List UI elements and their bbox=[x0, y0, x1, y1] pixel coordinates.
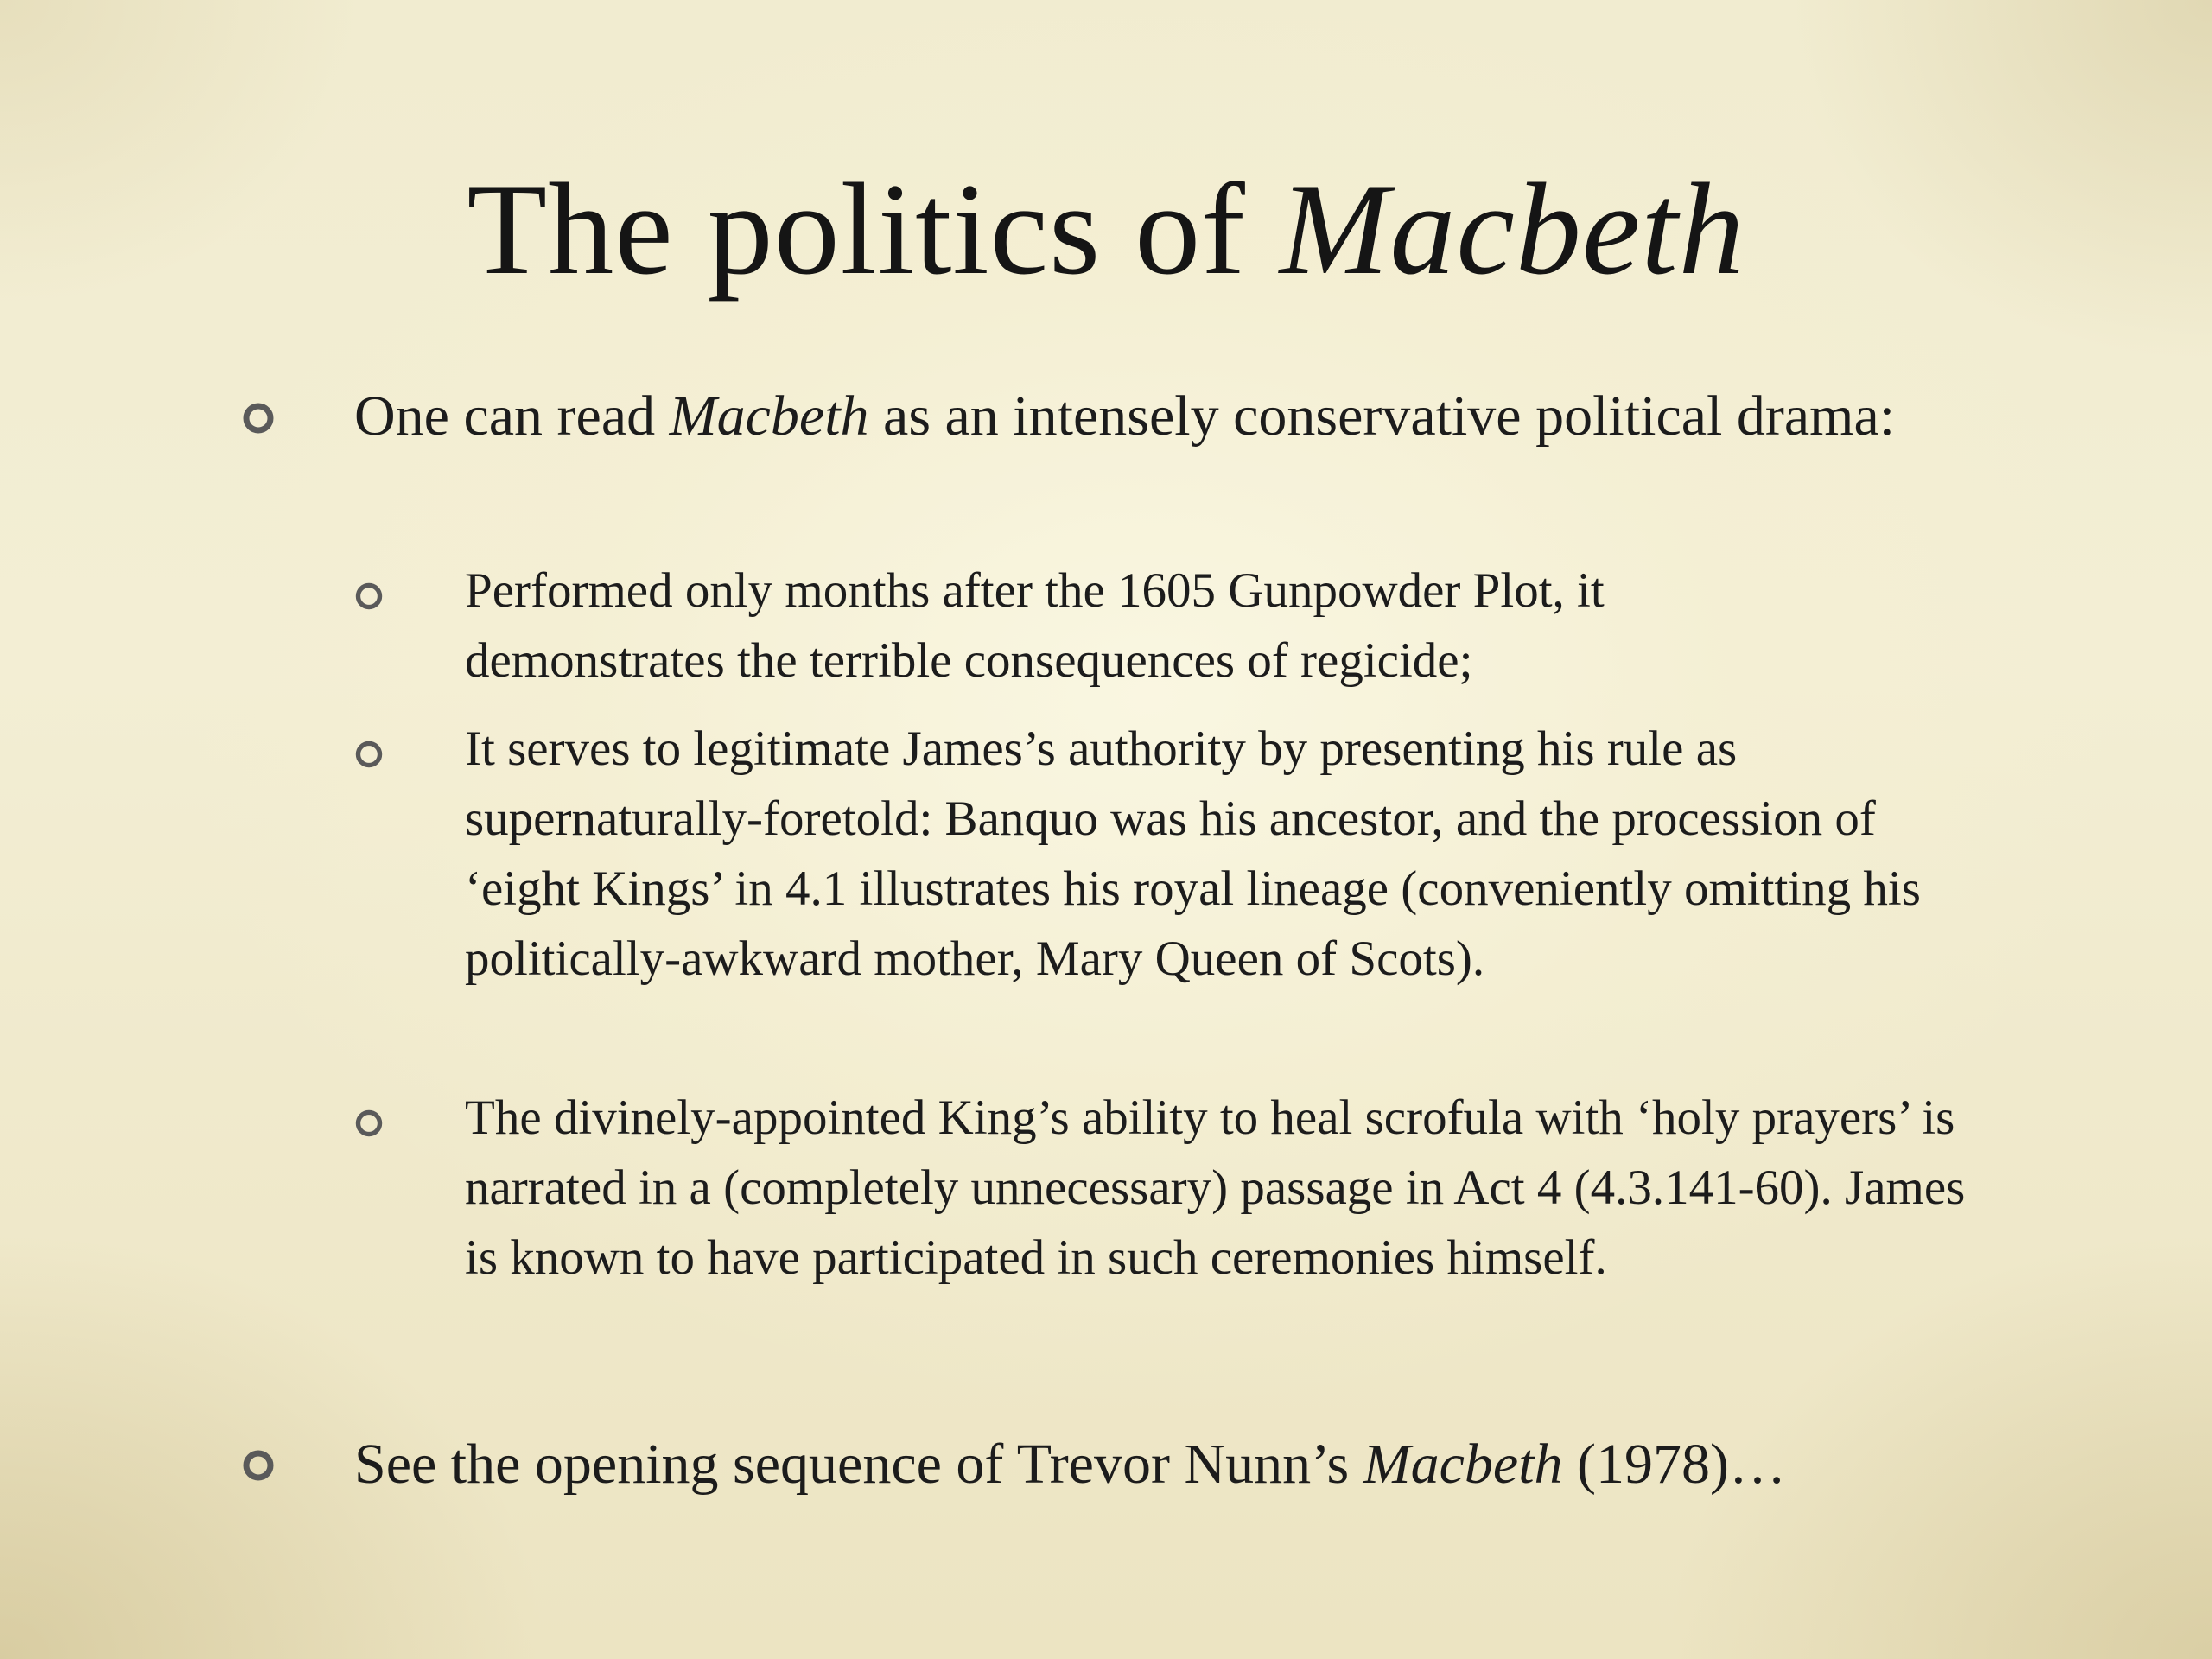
bullet-1-text-a: One can read bbox=[354, 385, 670, 448]
bullet-4: The divinely-appointed King’s ability to heal scrofula with ‘holy prayers’ is narrated in a (completely unnecessary) passage in Act 4 (4.3.141-60). James is known to have participated in such ceremonies himself. bbox=[465, 1090, 1966, 1285]
bullet-5-text-b: (1978)… bbox=[1562, 1433, 1787, 1496]
open-circle-bullet-icon bbox=[354, 1109, 384, 1138]
open-circle-bullet-icon bbox=[354, 582, 384, 611]
bullet-1-italic: Macbeth bbox=[669, 385, 869, 448]
open-circle-bullet-icon bbox=[242, 402, 275, 435]
bullet-1-text-b: as an intensely conservative political drama: bbox=[868, 385, 1896, 448]
bullet-5-text-a: See the opening sequence of Trevor Nunn’s bbox=[354, 1433, 1363, 1496]
title-italic: Macbeth bbox=[1279, 156, 1745, 302]
bullet-1 bbox=[354, 377, 1927, 456]
open-circle-bullet-icon bbox=[354, 740, 384, 769]
open-circle-bullet-icon bbox=[242, 1449, 275, 1482]
bullet-2: Performed only months after the 1605 Gunpowder Plot, it demonstrates the terrible consequences of regicide; bbox=[465, 563, 1605, 688]
bullet-3: It serves to legitimate James’s authority by presenting his rule as supernaturally-foretold: Banquo was his ancestor, and the procession of ‘eight Kings’ in 4.1 illustrates his royal lineage (conveniently omitting his politically-awkward mother, Mary Queen of Scots). bbox=[465, 721, 1921, 986]
slide-title bbox=[0, 151, 2212, 307]
title-prefix: The politics of bbox=[467, 156, 1280, 302]
bullet-5-italic: Macbeth bbox=[1363, 1433, 1563, 1496]
bullet-5 bbox=[354, 1425, 2082, 1504]
